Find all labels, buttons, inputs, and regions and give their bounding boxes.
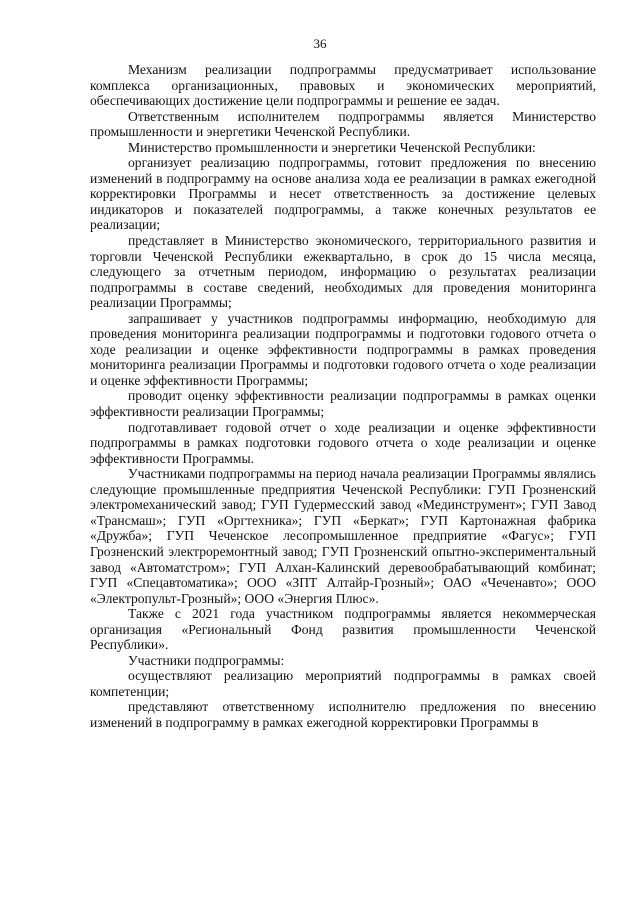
paragraph-ministry-heading: Министерство промышленности и энергетики Чеченской Республики: bbox=[128, 139, 536, 155]
paragraph-responsible-executor: Ответственным исполнителем подпрограммы является Министерство промышленности и энергетики Чеченской Республики. bbox=[90, 108, 596, 140]
paragraph-organizes: организует реализацию подпрограммы, готовит предложения по внесению изменений в подпрограмму на основе анализа хода ее реализации в рамках ежегодной корректировки Программы и несет ответственность за достижение целевых индикаторов и показателей подпрограммы, а также конечных результатов ее реализации; bbox=[90, 155, 596, 233]
paragraph-mechanism: Механизм реализации подпрограммы предусматривает использование комплекса организационных, правовых и экономических мероприятий, обеспечивающих достижение цели подпрограммы и решение ее задач. bbox=[90, 62, 596, 109]
paragraph-evaluates: проводит оценку эффективности реализации подпрограммы в рамках оценки эффективности реализации Программы; bbox=[90, 388, 596, 420]
paragraph-participants-list: Участниками подпрограммы на период начала реализации Программы являлись следующие промышленные предприятия Чеченской Республики: ГУП Грозненский электромеханический завод; ГУП Гудермесский завод «Мединструмент»; ГУП Завод «Трансмаш»; ГУП «Оргтехника»; ГУП «Беркат»; ГУП Картонажная фабрика «Дружба»; ГУП Чеченское лесопромышленное предприятие «Фагус»; ГУП Грозненский электроремонтный завод; ГУП Грозненский опытно-экспериментальный завод «Автоматстром»; ГУП Алхан-Калинский деревообрабатывающий комбинат; ГУП «Спецавтоматика»; ООО «ЗПТ Алтайр-Грозный»; ОАО «Чеченавто»; ООО «Электропульт-Грозный»; ООО «Энергия Плюс». bbox=[90, 466, 596, 606]
paragraph-implement-measures: осуществляют реализацию мероприятий подпрограммы в рамках своей компетенции; bbox=[90, 668, 596, 699]
paragraph-requests-info: запрашивает у участников подпрограммы информацию, необходимую для проведения мониторинга реализации подпрограммы и подготовки годового отчета о ходе реализации и оценке эффективности подпрограммы в рамках проведения мониторинга реализации Программы и подготовки годового отчета о ходе реализации и оценке эффективности Программы; bbox=[90, 310, 596, 388]
paragraph-prepares-report: подготавливает годовой отчет о ходе реализации и оценке эффективности подпрограммы в рамках подготовки годового отчета о ходе реализации и оценке эффективности Программы. bbox=[90, 419, 596, 466]
paragraph-participants-heading: Участники подпрограммы: bbox=[128, 652, 285, 668]
paragraph-fund-participant: Также с 2021 года участником подпрограммы является некоммерческая организация «Региональный Фонд развития промышленности Чеченской Республики». bbox=[90, 606, 596, 653]
paragraph-submits-quarterly: представляет в Министерство экономического, территориального развития и торговли Чеченской Республики ежеквартально, в срок до 15 числа месяца, следующего за отчетным периодом, информацию о результатах реализации подпрограммы в составе сведений, необходимых для проведения мониторинга реализации Программы; bbox=[90, 233, 596, 311]
document-body bbox=[90, 62, 596, 731]
page-number: 36 bbox=[313, 36, 327, 51]
paragraph-submit-proposals: представляют ответственному исполнителю предложения по внесению изменений в подпрограмму в рамках ежегодной корректировки Программы в bbox=[90, 699, 596, 730]
